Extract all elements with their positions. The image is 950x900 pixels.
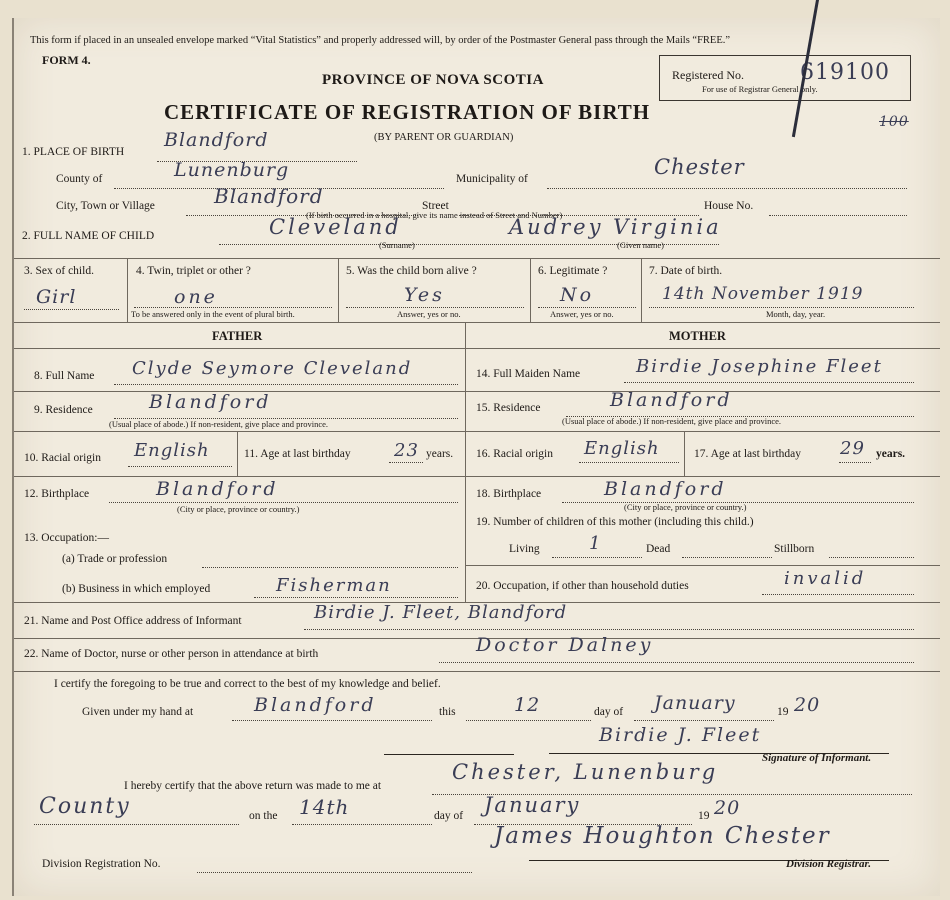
mother-racial-value: English: [584, 438, 660, 459]
hospital-note: (If birth occurred in a hospital, give its name instead of Street and Number): [306, 210, 563, 220]
registered-number-label: Registered No.: [672, 68, 744, 82]
certificate-paper: [12, 18, 940, 896]
city-value: Blandford: [214, 184, 324, 208]
living-label: Living: [509, 543, 540, 555]
informant-label: 21. Name and Post Office address of Informant: [24, 615, 242, 627]
page-title: CERTIFICATE OF REGISTRATION OF BIRTH: [164, 100, 651, 124]
page-subtitle: (BY PARENT OR GUARDIAN): [374, 132, 514, 143]
sex-value: Girl: [36, 286, 77, 308]
registrar-county-value: County: [39, 794, 131, 819]
father-name-label: 8. Full Name: [34, 370, 95, 382]
twin-note: To be answered only in the event of plural birth.: [131, 309, 295, 319]
registrar-day-of-label: day of: [434, 810, 464, 822]
mail-notice: This form if placed in an unsealed envelope marked “Vital Statistics” and properly addressed will, by order of the Postmaster General pass through the Mails “FREE.”: [30, 35, 731, 46]
registrar-certify-text: I hereby certify that the above return was made to me at: [124, 780, 382, 792]
registered-number-box: [659, 55, 911, 101]
dob-label: 7. Date of birth.: [649, 265, 723, 277]
mother-occupation-label: 20. Occupation, if other than household duties: [476, 580, 689, 592]
given-month-value: January: [654, 692, 736, 714]
municipality-value: Chester: [654, 155, 745, 179]
place-of-birth-value: Blandford: [164, 129, 269, 151]
father-years-label: years.: [426, 448, 454, 460]
given-year-value: 20: [794, 694, 821, 716]
registrar-only-note: For use of Registrar General only.: [702, 84, 818, 94]
father-name-value: Clyde Seymore Cleveland: [132, 358, 413, 379]
twin-value: one: [174, 286, 218, 308]
dob-note: Month, day, year.: [766, 309, 826, 319]
mother-abode-note: (Usual place of abode.) If non-resident, give place and province.: [562, 416, 782, 426]
dead-label: Dead: [646, 543, 671, 555]
business-value: Fisherman: [276, 575, 392, 596]
legitimate-value: No: [560, 284, 595, 306]
mother-residence-label: 15. Residence: [476, 402, 541, 414]
sex-label: 3. Sex of child.: [24, 265, 94, 277]
father-racial-label: 10. Racial origin: [24, 452, 101, 464]
registrar-signature: James Houghton Chester: [494, 823, 831, 849]
business-label: (b) Business in which employed: [62, 583, 211, 595]
mother-age-label: 17. Age at last birthday: [694, 448, 801, 460]
mother-racial-label: 16. Racial origin: [476, 448, 553, 460]
father-age-value: 23: [394, 440, 419, 461]
registrar-place-value: Chester, Lunenburg: [452, 760, 719, 784]
registrar-caption: Division Registrar.: [786, 858, 871, 870]
municipality-label: Municipality of: [456, 173, 528, 185]
city-label: City, Town or Village: [56, 200, 155, 212]
form-number: FORM 4.: [42, 53, 91, 67]
county-value: Lunenburg: [174, 159, 290, 181]
registrar-day-value: 14th: [299, 795, 350, 819]
informant-value: Birdie J. Fleet, Blandford: [314, 602, 568, 623]
doctor-value: Doctor Dalney: [476, 634, 654, 656]
father-abode-note: (Usual place of abode.) If non-resident, give place and province.: [109, 419, 329, 429]
given-day-of-label: day of: [594, 706, 624, 718]
mother-name-label: 14. Full Maiden Name: [476, 368, 581, 380]
given-under-label: Given under my hand at: [82, 706, 194, 718]
province-heading: PROVINCE OF NOVA SCOTIA: [322, 72, 544, 88]
given-this-label: this: [439, 706, 456, 718]
place-of-birth-label: 1. PLACE OF BIRTH: [22, 146, 125, 158]
dob-value: 14th November 1919: [662, 284, 864, 304]
doctor-label: 22. Name of Doctor, nurse or other person in attendance at birth: [24, 648, 319, 660]
alive-value: Yes: [404, 284, 445, 306]
street-label: Street: [422, 200, 449, 212]
given-name-caption: (Given name): [617, 240, 664, 250]
child-surname: Cleveland: [269, 215, 402, 239]
father-heading: FATHER: [212, 329, 263, 343]
legitimate-answer-note: Answer, yes or no.: [550, 309, 614, 319]
twin-label: 4. Twin, triplet or other ?: [136, 265, 251, 277]
registrar-month-value: January: [484, 793, 581, 817]
mother-years-label: years.: [876, 448, 906, 460]
mother-heading: MOTHER: [669, 329, 726, 343]
father-birthplace-label: 12. Birthplace: [24, 488, 90, 500]
margin-number: 100: [879, 114, 909, 130]
alive-answer-note: Answer, yes or no.: [397, 309, 461, 319]
child-name-label: 2. FULL NAME OF CHILD: [22, 230, 155, 242]
registrar-year-prefix: 19: [698, 810, 710, 822]
father-birthplace-note: (City or place, province or country.): [177, 504, 300, 514]
trade-label: (a) Trade or profession: [62, 553, 168, 565]
father-residence-value: Blandford: [149, 391, 272, 413]
mother-age-value: 29: [840, 438, 865, 459]
surname-caption: (Surname): [379, 240, 415, 250]
informant-signature: Birdie J. Fleet: [599, 724, 762, 746]
informant-signature-caption: Signature of Informant.: [762, 752, 872, 764]
mother-birthplace-note: (City or place, province or country.): [624, 502, 747, 512]
mother-birthplace-value: Blandford: [604, 478, 727, 500]
child-given-name: Audrey Virginia: [509, 215, 722, 239]
mother-birthplace-label: 18. Birthplace: [476, 488, 542, 500]
given-day-value: 12: [514, 694, 541, 716]
legitimate-label: 6. Legitimate ?: [538, 265, 608, 277]
given-year-prefix: 19: [777, 706, 789, 718]
father-residence-label: 9. Residence: [34, 404, 93, 416]
registered-number-value: 619100: [800, 60, 890, 85]
father-age-label: 11. Age at last birthday: [244, 448, 351, 460]
given-place-value: Blandford: [254, 694, 377, 716]
certify-text: I certify the foregoing to be true and correct to the best of my knowledge and belief.: [54, 678, 441, 690]
father-birthplace-value: Blandford: [156, 478, 279, 500]
children-count-label: 19. Number of children of this mother (including this child.): [476, 516, 754, 528]
alive-label: 5. Was the child born alive ?: [346, 265, 477, 277]
mother-occupation-value: invalid: [784, 568, 867, 589]
stillborn-label: Stillborn: [774, 543, 815, 555]
father-occupation-label: 13. Occupation:—: [24, 532, 109, 544]
registrar-on-the-label: on the: [249, 810, 278, 822]
county-label: County of: [56, 173, 103, 185]
mother-name-value: Birdie Josephine Fleet: [636, 356, 883, 377]
house-number-label: House No.: [704, 200, 754, 212]
registrar-year-value: 20: [714, 797, 741, 819]
father-racial-value: English: [134, 440, 210, 461]
mother-residence-value: Blandford: [610, 389, 733, 411]
division-registration-label: Division Registration No.: [42, 858, 161, 870]
living-value: 1: [589, 533, 602, 554]
